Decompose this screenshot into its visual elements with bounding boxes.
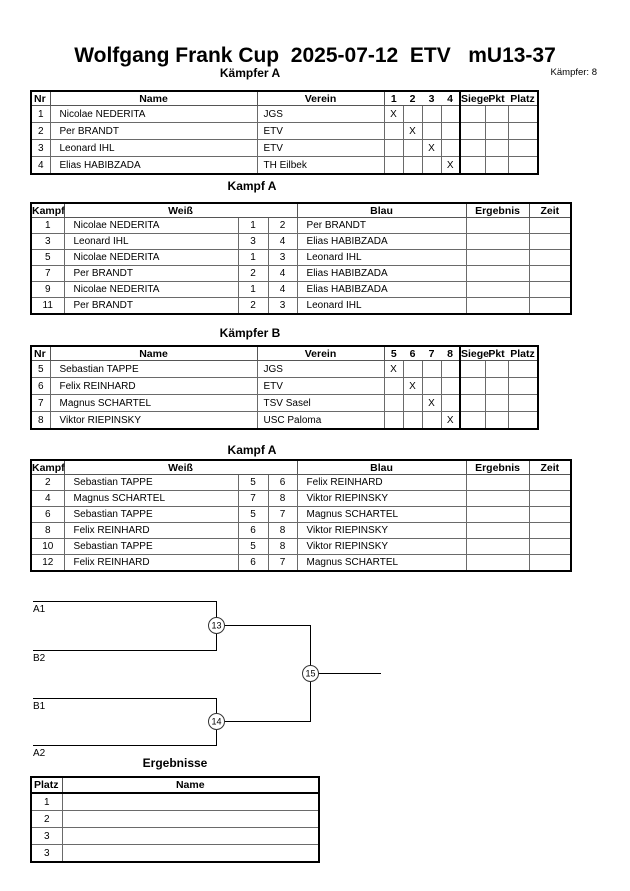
cell-name: Viktor RIEPINSKY: [50, 412, 257, 430]
cell-mark: [422, 361, 441, 378]
cell-pkt: [485, 157, 508, 175]
table-row: [31, 234, 571, 250]
cell-platz: 1: [31, 793, 62, 811]
table-row: [31, 361, 538, 378]
table-row: [31, 123, 538, 140]
bracket-slot-a1: A1: [33, 604, 46, 615]
cell-weiss-nr: 3: [238, 234, 268, 250]
cell-nr: 5: [31, 361, 50, 378]
ergebnisse-table: [30, 776, 320, 863]
table-row: [31, 555, 571, 572]
col-header-blau: Blau: [297, 460, 466, 475]
cell-blau: Elias HABIBZADA: [297, 266, 466, 282]
cell-weiss-nr: 5: [238, 539, 268, 555]
cell-name: Magnus SCHARTEL: [50, 395, 257, 412]
col-header-name: Name: [50, 91, 257, 106]
cell-pkt: [485, 412, 508, 430]
table-row: [31, 140, 538, 157]
cell-verein: USC Paloma: [257, 412, 384, 430]
col-header-7: 7: [422, 346, 441, 361]
cell-siege: [460, 412, 485, 430]
col-header-4: 4: [441, 91, 460, 106]
cell-mark: [422, 123, 441, 140]
table-row: [31, 491, 571, 507]
cell-platz: 3: [31, 845, 62, 863]
cell-pkt: [485, 378, 508, 395]
table-row: [31, 523, 571, 539]
bracket-line-final: [217, 626, 311, 722]
cell-name: Felix REINHARD: [50, 378, 257, 395]
cell-blau-nr: 4: [268, 266, 297, 282]
cell-weiss: Sebastian TAPPE: [64, 475, 238, 491]
col-header-platz: Platz: [31, 777, 62, 793]
cell-platz: [508, 140, 538, 157]
cell-mark: [422, 378, 441, 395]
kampf-a1-table: [30, 202, 572, 315]
cell-weiss: Sebastian TAPPE: [64, 539, 238, 555]
cell-mark: [441, 395, 460, 412]
cell-name: [62, 793, 319, 811]
cell-kampf-nr: 4: [31, 491, 64, 507]
cell-zeit: [529, 298, 571, 315]
cell-pkt: [485, 123, 508, 140]
bracket-slot-b1: B1: [33, 701, 46, 712]
cell-name: Sebastian TAPPE: [50, 361, 257, 378]
kaempfer-b-table: [30, 345, 539, 430]
cell-ergebnis: [466, 282, 529, 298]
cell-name: Leonard IHL: [50, 140, 257, 157]
cell-blau: Elias HABIBZADA: [297, 234, 466, 250]
cell-siege: [460, 395, 485, 412]
cell-mark: X: [441, 412, 460, 430]
cell-nr: 8: [31, 412, 50, 430]
table-row: [31, 218, 571, 234]
col-header-zeit: Zeit: [529, 203, 571, 218]
cell-ergebnis: [466, 555, 529, 572]
cell-weiss: Felix REINHARD: [64, 523, 238, 539]
cell-platz: [508, 395, 538, 412]
cell-nr: 4: [31, 157, 50, 175]
table-row: [31, 539, 571, 555]
cell-mark: [403, 157, 422, 175]
cell-mark: X: [403, 378, 422, 395]
header-row: [31, 346, 538, 361]
cell-blau: Leonard IHL: [297, 250, 466, 266]
cell-blau-nr: 3: [268, 250, 297, 266]
cell-mark: [422, 106, 441, 123]
cell-mark: [384, 378, 403, 395]
col-header-ergebnis: Ergebnis: [466, 203, 529, 218]
header-row: [31, 203, 571, 218]
col-header-name: Name: [62, 777, 319, 793]
bracket-slot-a2: A2: [33, 748, 46, 759]
cell-weiss-nr: 1: [238, 218, 268, 234]
bracket-line-semifinal-top: [33, 602, 217, 651]
cell-platz: [508, 123, 538, 140]
cell-zeit: [529, 555, 571, 572]
cell-mark: [441, 361, 460, 378]
col-header-6: 6: [403, 346, 422, 361]
cell-name: [62, 845, 319, 863]
table-row: [31, 250, 571, 266]
header-row: [31, 777, 319, 793]
cell-mark: [403, 395, 422, 412]
cell-blau-nr: 2: [268, 218, 297, 234]
cell-verein: JGS: [257, 361, 384, 378]
cell-mark: X: [384, 106, 403, 123]
cell-weiss: Felix REINHARD: [64, 555, 238, 572]
cell-platz: [508, 361, 538, 378]
cell-ergebnis: [466, 475, 529, 491]
cell-ergebnis: [466, 266, 529, 282]
cell-weiss-nr: 2: [238, 298, 268, 315]
cell-name: Per BRANDT: [50, 123, 257, 140]
page-title: Wolfgang Frank Cup 2025-07-12 ETV mU13-37: [74, 44, 556, 67]
cell-siege: [460, 361, 485, 378]
cell-weiss: Nicolae NEDERITA: [64, 282, 238, 298]
table-row: [31, 298, 571, 315]
cell-mark: X: [422, 395, 441, 412]
cell-mark: [441, 123, 460, 140]
cell-ergebnis: [466, 507, 529, 523]
cell-mark: [422, 412, 441, 430]
table-row: [31, 793, 319, 811]
cell-name: Elias HABIBZADA: [50, 157, 257, 175]
cell-blau-nr: 8: [268, 523, 297, 539]
cell-ergebnis: [466, 250, 529, 266]
cell-kampf-nr: 11: [31, 298, 64, 315]
cell-mark: [403, 106, 422, 123]
section-heading-kampf-a2: Kampf A: [227, 443, 277, 457]
cell-pkt: [485, 361, 508, 378]
cell-blau-nr: 8: [268, 491, 297, 507]
cell-zeit: [529, 491, 571, 507]
cell-mark: X: [441, 157, 460, 175]
cell-weiss-nr: 5: [238, 507, 268, 523]
table-row: [31, 157, 538, 175]
cell-platz: [508, 157, 538, 175]
table-row: [31, 412, 538, 430]
cell-blau-nr: 4: [268, 282, 297, 298]
table-row: [31, 106, 538, 123]
section-heading-ergebnisse: Ergebnisse: [142, 756, 208, 770]
cell-mark: [403, 412, 422, 430]
cell-zeit: [529, 507, 571, 523]
cell-kampf-nr: 5: [31, 250, 64, 266]
col-header-platz: Platz: [508, 91, 538, 106]
cell-zeit: [529, 523, 571, 539]
cell-zeit: [529, 282, 571, 298]
cell-blau: Elias HABIBZADA: [297, 282, 466, 298]
cell-kampf-nr: 6: [31, 507, 64, 523]
bracket-slot-b2: B2: [33, 653, 46, 664]
cell-mark: [422, 157, 441, 175]
col-header-2: 2: [403, 91, 422, 106]
match-node-15: 15: [305, 668, 316, 679]
cell-verein: ETV: [257, 123, 384, 140]
cell-weiss: Nicolae NEDERITA: [64, 250, 238, 266]
cell-name: Nicolae NEDERITA: [50, 106, 257, 123]
cell-blau-nr: 7: [268, 555, 297, 572]
cell-weiss: Nicolae NEDERITA: [64, 218, 238, 234]
cell-weiss: Sebastian TAPPE: [64, 507, 238, 523]
cell-verein: ETV: [257, 378, 384, 395]
cell-zeit: [529, 234, 571, 250]
table-row: [31, 845, 319, 863]
col-header-name: Name: [50, 346, 257, 361]
col-header-nr: Nr: [31, 91, 50, 106]
cell-zeit: [529, 266, 571, 282]
cell-blau: Magnus SCHARTEL: [297, 507, 466, 523]
cell-weiss-nr: 5: [238, 475, 268, 491]
table-row: [31, 507, 571, 523]
cell-mark: [384, 395, 403, 412]
cell-ergebnis: [466, 218, 529, 234]
col-header-3: 3: [422, 91, 441, 106]
col-header-weiss: Weiß: [64, 203, 297, 218]
cell-blau-nr: 7: [268, 507, 297, 523]
cell-weiss: Leonard IHL: [64, 234, 238, 250]
cell-nr: 3: [31, 140, 50, 157]
cell-kampf-nr: 12: [31, 555, 64, 572]
cell-zeit: [529, 218, 571, 234]
cell-pkt: [485, 106, 508, 123]
cell-weiss-nr: 2: [238, 266, 268, 282]
cell-blau: Viktor RIEPINSKY: [297, 491, 466, 507]
cell-blau: Per BRANDT: [297, 218, 466, 234]
cell-ergebnis: [466, 539, 529, 555]
fighter-count: Kämpfer: 8: [550, 67, 597, 78]
cell-blau: Felix REINHARD: [297, 475, 466, 491]
cell-siege: [460, 157, 485, 175]
cell-weiss-nr: 1: [238, 282, 268, 298]
col-header-pkt: Pkt: [485, 346, 508, 361]
cell-verein: TH Eilbek: [257, 157, 384, 175]
cell-weiss: Magnus SCHARTEL: [64, 491, 238, 507]
cell-weiss: Per BRANDT: [64, 266, 238, 282]
cell-mark: [384, 123, 403, 140]
cell-blau: Leonard IHL: [297, 298, 466, 315]
cell-platz: [508, 378, 538, 395]
cell-verein: JGS: [257, 106, 384, 123]
cell-kampf-nr: 10: [31, 539, 64, 555]
cell-mark: X: [422, 140, 441, 157]
section-heading-kampf-a1: Kampf A: [227, 179, 277, 193]
match-node-14: 14: [211, 716, 222, 727]
cell-verein: ETV: [257, 140, 384, 157]
cell-nr: 6: [31, 378, 50, 395]
col-header-verein: Verein: [257, 346, 384, 361]
col-header-8: 8: [441, 346, 460, 361]
cell-ergebnis: [466, 234, 529, 250]
cell-weiss-nr: 1: [238, 250, 268, 266]
cell-nr: 7: [31, 395, 50, 412]
cell-nr: 2: [31, 123, 50, 140]
cell-blau: Magnus SCHARTEL: [297, 555, 466, 572]
cell-platz: 3: [31, 828, 62, 845]
cell-mark: [441, 140, 460, 157]
cell-platz: 2: [31, 811, 62, 828]
table-row: [31, 828, 319, 845]
cell-zeit: [529, 250, 571, 266]
col-header-blau: Blau: [297, 203, 466, 218]
cell-pkt: [485, 140, 508, 157]
cell-blau: Viktor RIEPINSKY: [297, 523, 466, 539]
col-header-pkt: Pkt: [485, 91, 508, 106]
cell-kampf-nr: 2: [31, 475, 64, 491]
cell-kampf-nr: 9: [31, 282, 64, 298]
match-node-13: 13: [211, 620, 222, 631]
col-header-siege: Siege: [461, 92, 490, 105]
cell-blau: Viktor RIEPINSKY: [297, 539, 466, 555]
cell-kampf-nr: 7: [31, 266, 64, 282]
col-header-verein: Verein: [257, 91, 384, 106]
bracket-line-semifinal-bottom: [33, 699, 217, 746]
section-heading-kaempfer-a: Kämpfer A: [219, 66, 281, 80]
cell-blau-nr: 4: [268, 234, 297, 250]
cell-mark: [384, 140, 403, 157]
table-row: [31, 266, 571, 282]
cell-ergebnis: [466, 491, 529, 507]
cell-ergebnis: [466, 298, 529, 315]
cell-pkt: [485, 395, 508, 412]
finals-bracket: [0, 595, 630, 765]
header-row: [31, 460, 571, 475]
col-header-5: 5: [384, 346, 403, 361]
cell-kampf-nr: 8: [31, 523, 64, 539]
cell-zeit: [529, 475, 571, 491]
col-header-zeit: Zeit: [529, 460, 571, 475]
cell-nr: 1: [31, 106, 50, 123]
table-row: [31, 378, 538, 395]
cell-blau-nr: 3: [268, 298, 297, 315]
cell-kampf-nr: 3: [31, 234, 64, 250]
cell-siege: [460, 123, 485, 140]
cell-kampf-nr: 1: [31, 218, 64, 234]
cell-weiss-nr: 7: [238, 491, 268, 507]
kaempfer-a-table: [30, 90, 539, 175]
table-row: [31, 475, 571, 491]
cell-platz: [508, 106, 538, 123]
table-row: [31, 811, 319, 828]
cell-siege: [460, 140, 485, 157]
col-header-weiss: Weiß: [64, 460, 297, 475]
col-header-nr: Nr: [31, 346, 50, 361]
col-header-platz: Platz: [508, 346, 538, 361]
cell-blau-nr: 6: [268, 475, 297, 491]
cell-verein: TSV Sasel: [257, 395, 384, 412]
table-row: [31, 395, 538, 412]
cell-name: [62, 811, 319, 828]
cell-mark: [441, 378, 460, 395]
cell-siege: [460, 106, 485, 123]
col-header-siege: Siege: [461, 347, 490, 360]
cell-mark: [384, 412, 403, 430]
kampf-a2-table: [30, 459, 572, 572]
cell-name: [62, 828, 319, 845]
cell-mark: [384, 157, 403, 175]
cell-siege: [460, 378, 485, 395]
section-heading-kaempfer-b: Kämpfer B: [219, 326, 281, 340]
col-header-kampf: Kampf: [32, 204, 65, 217]
cell-mark: X: [384, 361, 403, 378]
cell-weiss: Per BRANDT: [64, 298, 238, 315]
cell-mark: X: [403, 123, 422, 140]
header-row: [31, 91, 538, 106]
cell-ergebnis: [466, 523, 529, 539]
col-header-1: 1: [384, 91, 403, 106]
cell-weiss-nr: 6: [238, 555, 268, 572]
table-row: [31, 282, 571, 298]
cell-zeit: [529, 539, 571, 555]
cell-weiss-nr: 6: [238, 523, 268, 539]
cell-platz: [508, 412, 538, 430]
cell-mark: [403, 140, 422, 157]
cell-mark: [441, 106, 460, 123]
col-header-ergebnis: Ergebnis: [466, 460, 529, 475]
col-header-kampf: Kampf: [32, 461, 65, 474]
cell-blau-nr: 8: [268, 539, 297, 555]
cell-mark: [403, 361, 422, 378]
